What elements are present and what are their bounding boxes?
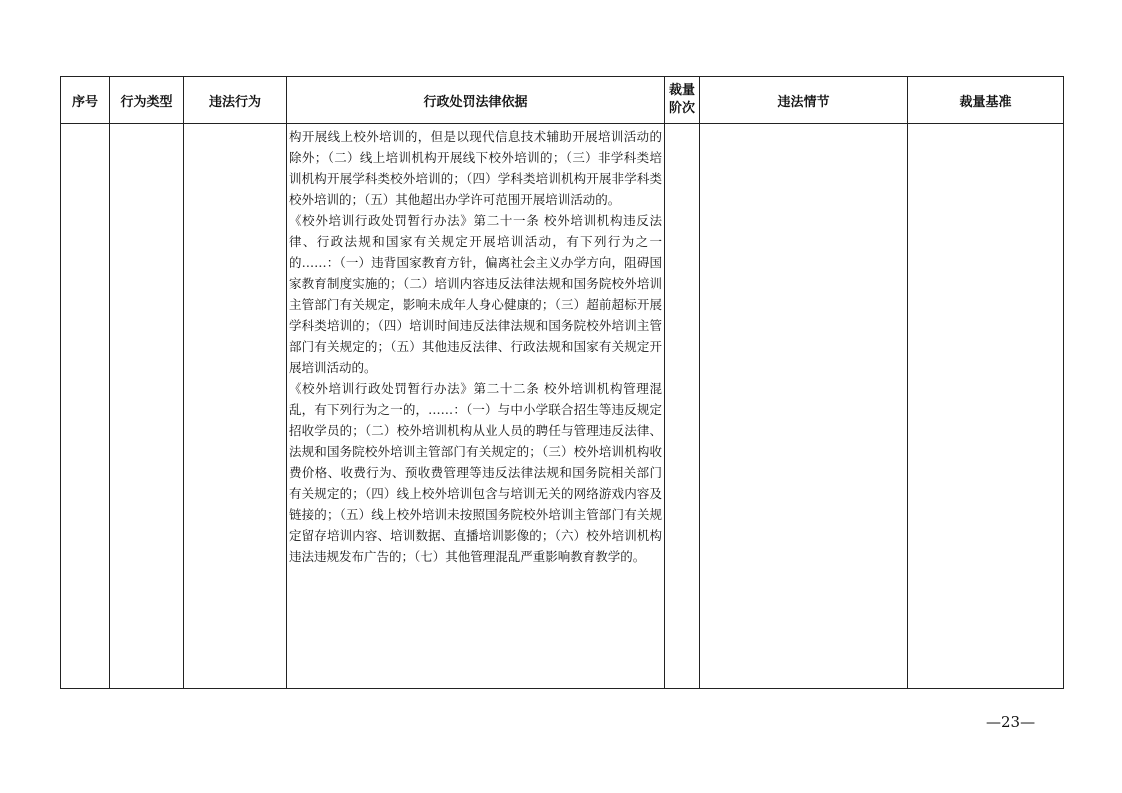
cell-discretion-level	[665, 124, 700, 689]
enforcement-table	[60, 76, 1064, 689]
header-discretion-level	[665, 77, 700, 124]
header-legal-basis: 行政处罚法律依据	[287, 77, 665, 124]
cell-violation	[184, 124, 287, 689]
header-row	[61, 77, 1064, 124]
cell-circumstances	[700, 124, 908, 689]
legal-basis-paragraph: 构开展线上校外培训的，但是以现代信息技术辅助开展培训活动的除外；（二）线上培训机构开展线下校外培训的；（三）非学科类培训机构开展学科类校外培训的；（四）学科类培训机构开展非学科类校外培训的；（五）其他超出办学许可范围开展培训活动的。	[289, 129, 662, 207]
table-row	[61, 124, 1064, 689]
legal-basis-paragraph: 《校外培训行政处罚暂行办法》第二十二条 校外培训机构管理混乱，有下列行为之一的，……：（一）与中小学联合招生等违反规定招收学员的；（二）校外培训机构从业人员的聘任与管理违反法律、法规和国务院校外培训主管部门有关规定的；（三）校外培训机构收费价格、收费行为、预收费管理等违反法律法规和国务院相关部门有关规定的；（四）线上校外培训包含与培训无关的网络游戏内容及链接的；（五）线上校外培训未按照国务院校外培训主管部门有关规定留存培训内容、培训数据、直播培训影像的；（六）校外培训机构违法违规发布广告的；（七）其他管理混乱严重影响教育教学的。	[289, 381, 662, 564]
cell-legal-basis	[287, 124, 665, 689]
header-behavior-type: 行为类型	[110, 77, 184, 124]
cell-discretion-standard	[908, 124, 1064, 689]
header-discretion-standard: 裁量基准	[908, 77, 1064, 124]
legal-basis-paragraph: 《校外培训行政处罚暂行办法》第二十一条 校外培训机构违反法律、行政法规和国家有关规定开展培训活动，有下列行为之一的……：（一）违背国家教育方针，偏离社会主义办学方向，阻碍国家教育制度实施的；（二）培训内容违反法律法规和国务院校外培训主管部门有关规定，影响未成年人身心健康的；（三）超前超标开展学科类培训的；（四）培训时间违反法律法规和国务院校外培训主管部门有关规定的；（五）其他违反法律、行政法规和国家有关规定开展培训活动的。	[289, 213, 662, 375]
header-discretion-level-line2: 阶次	[668, 101, 695, 116]
header-violation: 违法行为	[184, 77, 287, 124]
cell-behavior-type	[110, 124, 184, 689]
legal-basis-text	[287, 124, 664, 567]
header-circumstances: 违法情节	[700, 77, 908, 124]
header-seq: 序号	[61, 77, 110, 124]
header-discretion-level-line1: 裁量	[668, 83, 695, 98]
page-number: —23—	[986, 713, 1036, 731]
cell-seq	[61, 124, 110, 689]
